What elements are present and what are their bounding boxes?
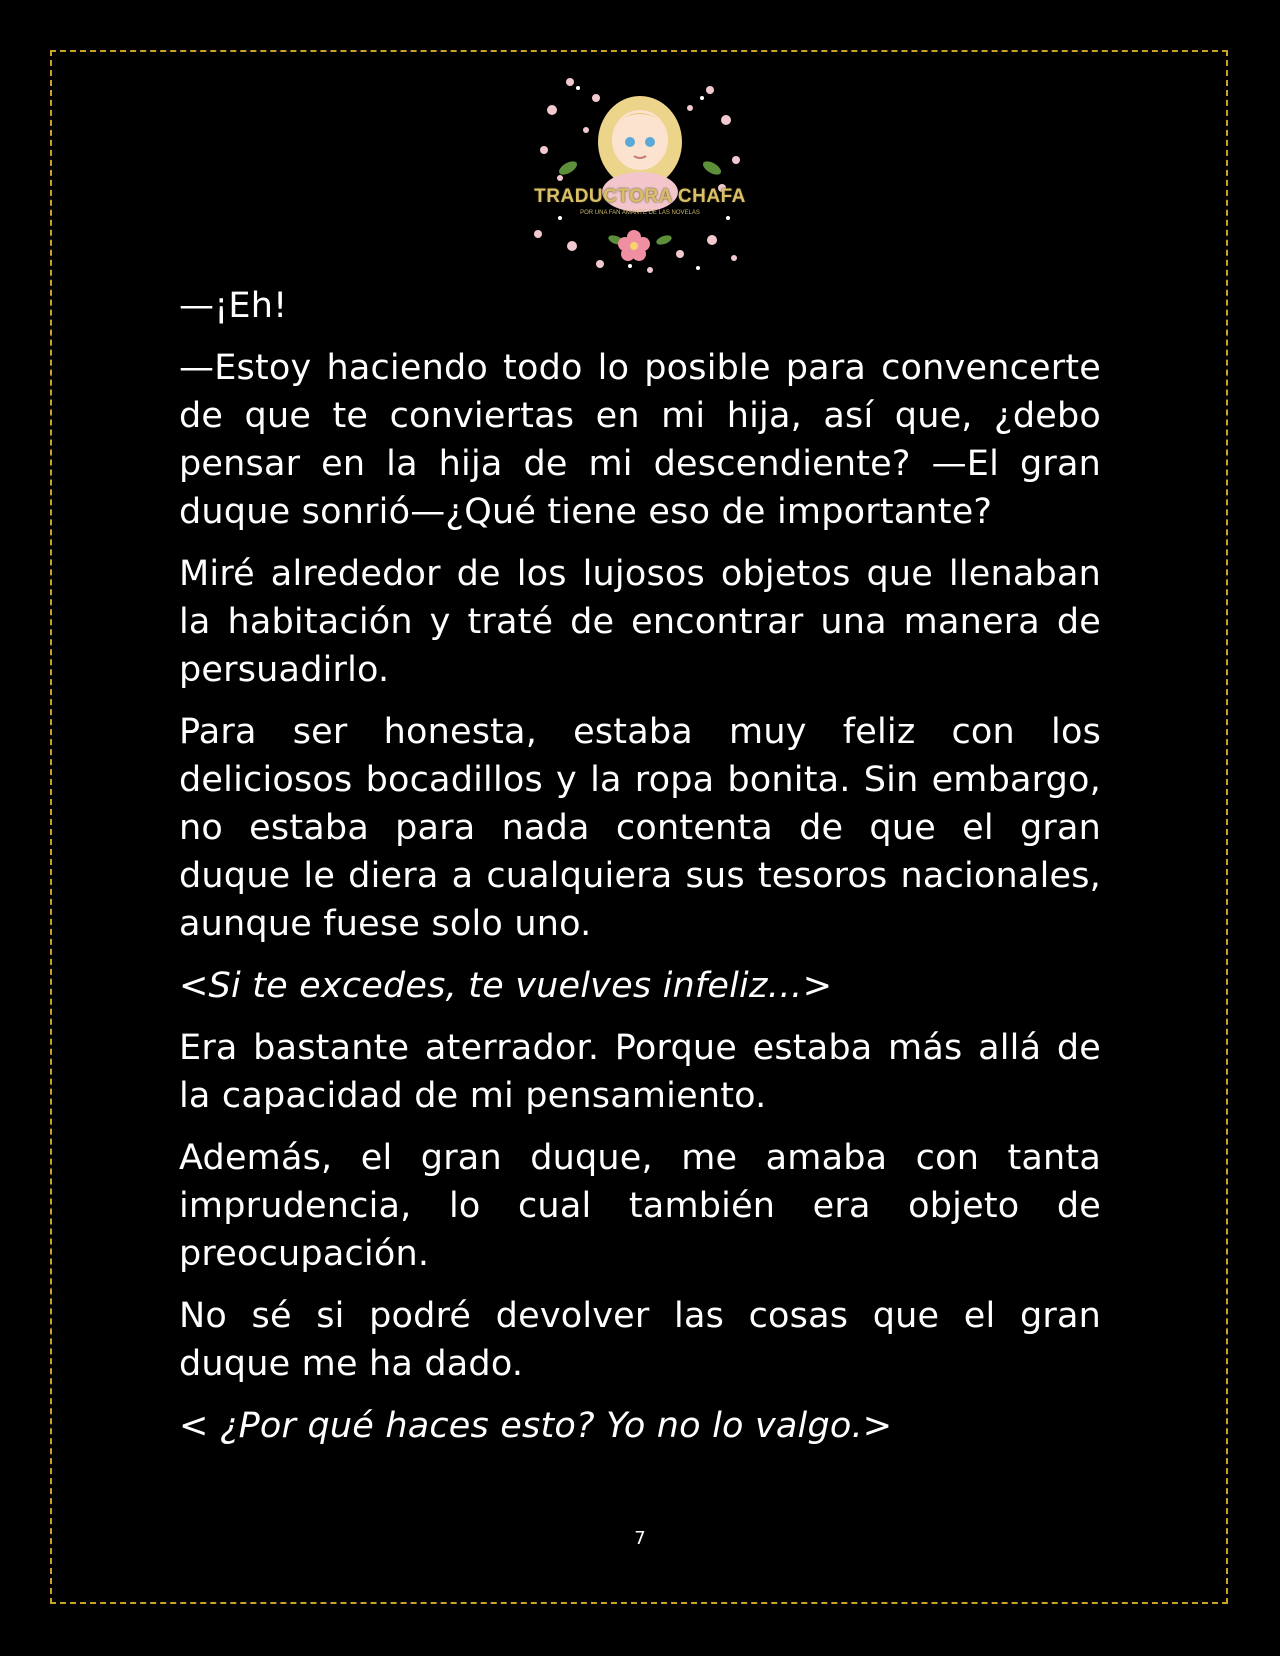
paragraph-thought: < ¿Por qué haces esto? Yo no lo valgo.>: [179, 1406, 893, 1446]
paragraph: Miré alrededor de los lujosos objetos que llenaban la habitación y traté de encontrar una manera de persuadirlo.: [179, 554, 1101, 690]
paragraph: —¡Eh!: [179, 286, 288, 326]
paragraph: No sé si podré devolver las cosas que el gran duque me ha dado.: [179, 1296, 1101, 1384]
page-body: [179, 282, 1101, 1464]
logo-tagline: POR UNA FAN AMANTE DE LAS NOVELAS: [580, 210, 700, 216]
logo-wordmark: TRADUCTORA CHAFA: [534, 186, 746, 207]
translator-logo: [530, 68, 750, 278]
paragraph: Era bastante aterrador. Porque estaba más allá de la capacidad de mi pensamiento.: [179, 1028, 1101, 1116]
paragraph: Además, el gran duque, me amaba con tanta imprudencia, lo cual también era objeto de preocupación.: [179, 1138, 1101, 1274]
paragraph-thought: <Si te excedes, te vuelves infeliz…>: [179, 966, 833, 1006]
paragraph: Para ser honesta, estaba muy feliz con los deliciosos bocadillos y la ropa bonita. Sin embargo, no estaba para nada contenta de que el gran duque le diera a cualquiera sus tesoros nacionales, aunque fuese solo uno.: [179, 712, 1101, 944]
page-number: 7: [634, 1528, 646, 1549]
paragraph: —Estoy haciendo todo lo posible para convencerte de que te conviertas en mi hija, así que, ¿debo pensar en la hija de mi descendiente? —El gran duque sonrió—¿Qué tiene eso de importante?: [179, 348, 1101, 532]
flower-logo-icon: [530, 68, 750, 278]
